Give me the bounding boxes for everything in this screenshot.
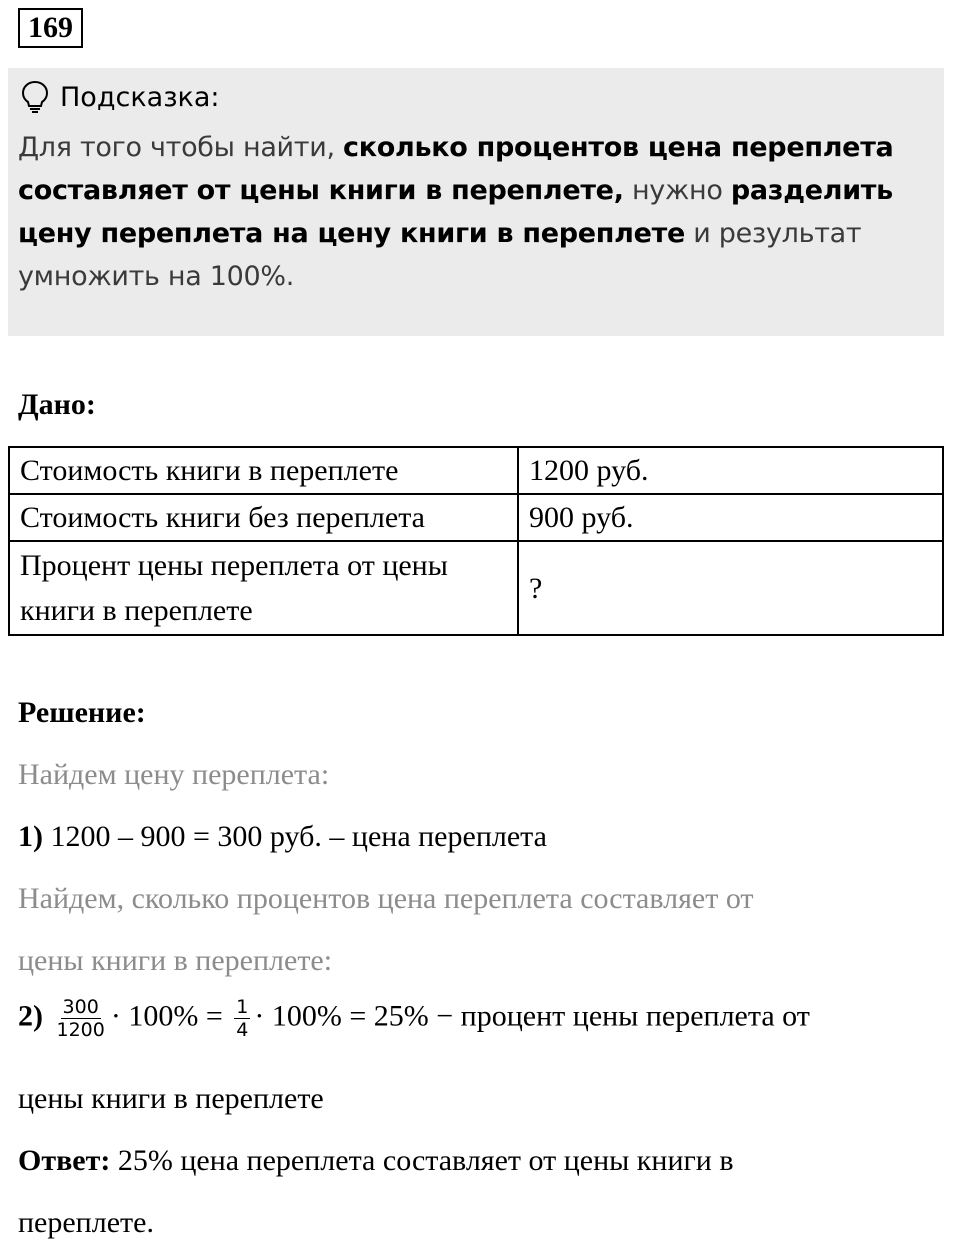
given-label-cell: Стоимость книги без переплета [9, 494, 518, 541]
fraction-numerator: 300 [62, 996, 99, 1018]
step2-number: 2) [18, 999, 43, 1033]
hint-text-emphasis: разделить цену переплета на цену книги в переплете [18, 175, 893, 249]
fraction-denominator: 1200 [56, 1019, 105, 1041]
step1-text: 1200 – 900 = 300 руб. – цена переплета [43, 820, 547, 853]
answer-label: Ответ: [18, 1144, 111, 1177]
table-row [9, 541, 943, 635]
fraction-denominator: 4 [236, 1019, 249, 1041]
table-row [9, 447, 943, 494]
solution-title: Решение: [18, 696, 146, 729]
hint-text-part: Для того чтобы найти, [18, 132, 344, 163]
fraction-numerator: 1 [236, 996, 249, 1018]
step1-line [18, 820, 547, 854]
task-number: 169 [18, 8, 83, 48]
hint-box [8, 68, 944, 336]
given-label-cell: Процент цены переплета от цены книги в переплете [9, 541, 518, 635]
given-value-cell: 900 руб. [518, 494, 943, 541]
answer-text: 25% цена переплета составляет от цены книги в [110, 1144, 734, 1177]
hint-text-part: нужно [623, 175, 731, 206]
step1-intro: Найдем цену переплета: [18, 758, 330, 791]
hint-text-part: и результат умножить на 100%. [18, 218, 862, 292]
given-value-cell: ? [518, 541, 943, 635]
step2-end: · 100% = 25% − процент цены переплета от [254, 999, 810, 1033]
hint-title [20, 80, 220, 114]
hint-text [18, 126, 938, 298]
given-table [8, 446, 944, 636]
hint-title-label: Подсказка: [60, 81, 220, 113]
step2-line [18, 996, 810, 1041]
answer-cont: переплете. [18, 1206, 154, 1239]
answer-line [18, 1144, 734, 1178]
step2-intro-cont: цены книги в переплете: [18, 944, 333, 977]
step2-intro: Найдем, сколько процентов цена переплета составляет от [18, 882, 754, 915]
step1-number: 1) [18, 820, 43, 853]
lightbulb-icon [20, 80, 50, 114]
given-title: Дано: [18, 388, 96, 421]
step2-cont: цены книги в переплете [18, 1082, 324, 1115]
table-row [9, 494, 943, 541]
given-value-cell: 1200 руб. [518, 447, 943, 494]
step2-mid: · 100% = [110, 999, 223, 1033]
fraction-1-4 [234, 996, 250, 1041]
given-label-cell: Стоимость книги в переплете [9, 447, 518, 494]
fraction-300-1200 [55, 996, 107, 1041]
hint-text-emphasis: сколько процентов цена переплета составляет от цены книги в переплете, [18, 132, 894, 206]
